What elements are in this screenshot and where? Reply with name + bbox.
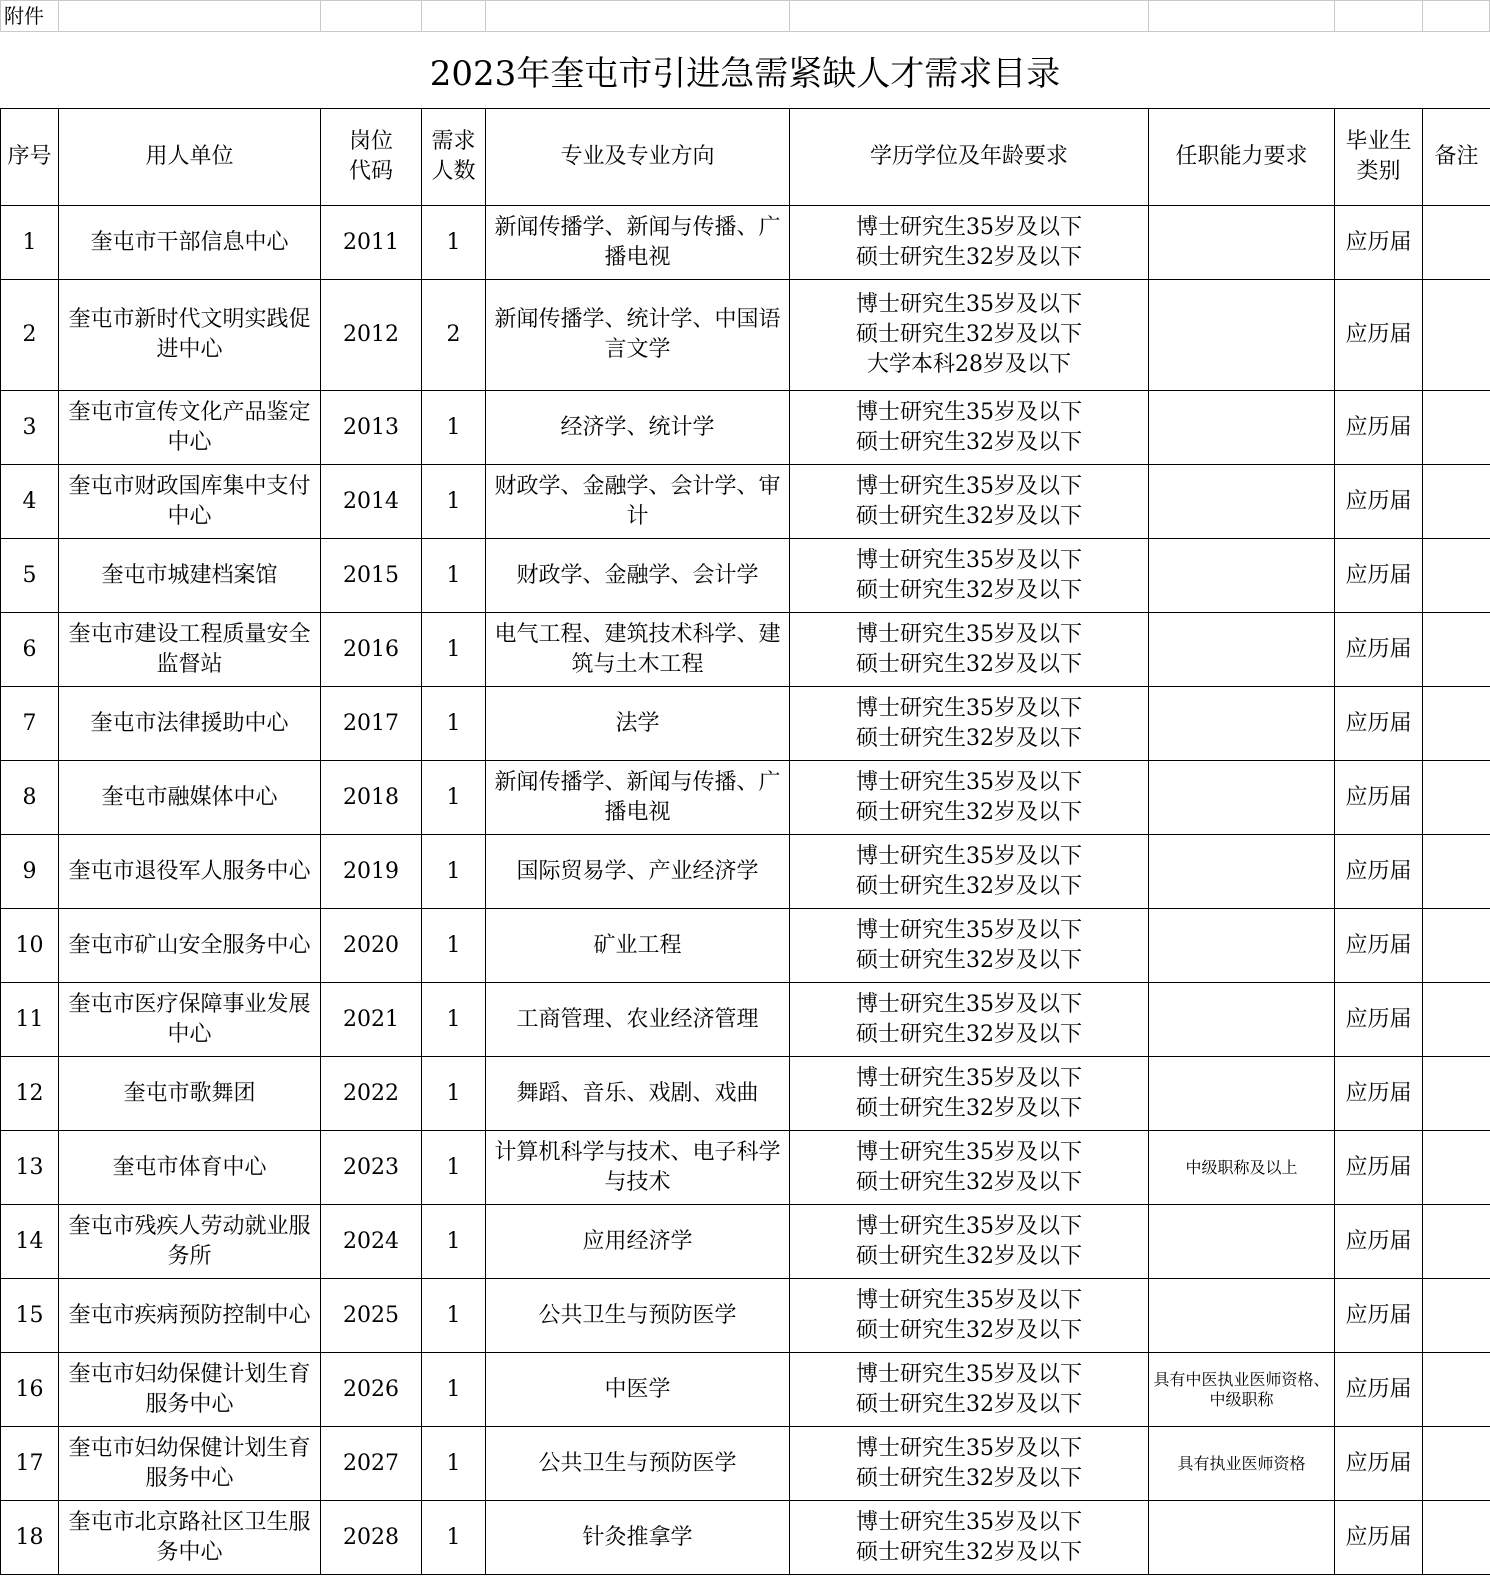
cell-major[interactable]: 公共卫生与预防医学	[486, 1279, 790, 1353]
cell-ability[interactable]	[1149, 539, 1335, 613]
cell-note[interactable]	[1423, 909, 1490, 983]
cell-count[interactable]: 1	[422, 1279, 486, 1353]
cell-no[interactable]: 1	[1, 206, 59, 280]
cell-category[interactable]: 应历届	[1335, 280, 1423, 391]
cell-count[interactable]: 1	[422, 761, 486, 835]
cell-education[interactable]: 博士研究生35岁及以下 硕士研究生32岁及以下	[790, 1353, 1149, 1427]
cell-code[interactable]: 2027	[321, 1427, 422, 1501]
cell-category[interactable]: 应历届	[1335, 1205, 1423, 1279]
cell-ability[interactable]	[1149, 761, 1335, 835]
cell-count[interactable]: 1	[422, 1427, 486, 1501]
cell-unit[interactable]: 奎屯市妇幼保健计划生育服务中心	[59, 1353, 321, 1427]
cell-category[interactable]: 应历届	[1335, 983, 1423, 1057]
cell-education[interactable]: 博士研究生35岁及以下 硕士研究生32岁及以下	[790, 206, 1149, 280]
cell-ability[interactable]	[1149, 1279, 1335, 1353]
cell-category[interactable]: 应历届	[1335, 1131, 1423, 1205]
cell-ability[interactable]	[1149, 613, 1335, 687]
cell-unit[interactable]: 奎屯市新时代文明实践促进中心	[59, 280, 321, 391]
cell-code[interactable]: 2021	[321, 983, 422, 1057]
cell-no[interactable]: 8	[1, 761, 59, 835]
cell-code[interactable]: 2020	[321, 909, 422, 983]
cell-no[interactable]: 12	[1, 1057, 59, 1131]
cell-category[interactable]: 应历届	[1335, 761, 1423, 835]
cell-count[interactable]: 1	[422, 613, 486, 687]
cell-code[interactable]: 2013	[321, 391, 422, 465]
table-row	[1, 1501, 1490, 1575]
cell-note[interactable]	[1423, 1279, 1490, 1353]
cell-no[interactable]: 3	[1, 391, 59, 465]
cell-ability[interactable]	[1149, 687, 1335, 761]
cell-education[interactable]: 博士研究生35岁及以下 硕士研究生32岁及以下	[790, 835, 1149, 909]
cell-no[interactable]: 18	[1, 1501, 59, 1575]
cell-education[interactable]: 博士研究生35岁及以下 硕士研究生32岁及以下	[790, 391, 1149, 465]
cell-category[interactable]: 应历届	[1335, 613, 1423, 687]
cell-note[interactable]	[1423, 983, 1490, 1057]
header-category[interactable]: 毕业生 类别	[1335, 109, 1423, 206]
cell-education[interactable]: 博士研究生35岁及以下 硕士研究生32岁及以下	[790, 1205, 1149, 1279]
cell-count[interactable]: 2	[422, 280, 486, 391]
table-row	[1, 539, 1490, 613]
grid-line	[421, 0, 422, 32]
cell-code[interactable]: 2015	[321, 539, 422, 613]
cell-unit[interactable]: 奎屯市歌舞团	[59, 1057, 321, 1131]
cell-major[interactable]: 财政学、金融学、会计学	[486, 539, 790, 613]
cell-education[interactable]: 博士研究生35岁及以下 硕士研究生32岁及以下	[790, 1057, 1149, 1131]
cell-count[interactable]: 1	[422, 909, 486, 983]
cell-note[interactable]	[1423, 687, 1490, 761]
cell-education[interactable]: 博士研究生35岁及以下 硕士研究生32岁及以下	[790, 983, 1149, 1057]
cell-major[interactable]: 矿业工程	[486, 909, 790, 983]
cell-education[interactable]: 博士研究生35岁及以下 硕士研究生32岁及以下 大学本科28岁及以下	[790, 280, 1149, 391]
cell-no[interactable]: 14	[1, 1205, 59, 1279]
cell-education[interactable]: 博士研究生35岁及以下 硕士研究生32岁及以下	[790, 909, 1149, 983]
header-no[interactable]: 序号	[1, 109, 59, 206]
header-code[interactable]: 岗位 代码	[321, 109, 422, 206]
table-row	[1, 1205, 1490, 1279]
cell-note[interactable]	[1423, 761, 1490, 835]
cell-unit[interactable]: 奎屯市妇幼保健计划生育服务中心	[59, 1427, 321, 1501]
header-major[interactable]: 专业及专业方向	[486, 109, 790, 206]
cell-category[interactable]: 应历届	[1335, 1057, 1423, 1131]
cell-major[interactable]: 计算机科学与技术、电子科学与技术	[486, 1131, 790, 1205]
cell-no[interactable]: 17	[1, 1427, 59, 1501]
cell-no[interactable]: 2	[1, 280, 59, 391]
cell-ability[interactable]	[1149, 909, 1335, 983]
cell-no[interactable]: 6	[1, 613, 59, 687]
cell-category[interactable]: 应历届	[1335, 909, 1423, 983]
cell-category[interactable]: 应历届	[1335, 1501, 1423, 1575]
cell-unit[interactable]: 奎屯市体育中心	[59, 1131, 321, 1205]
cell-unit[interactable]: 奎屯市城建档案馆	[59, 539, 321, 613]
cell-code[interactable]: 2026	[321, 1353, 422, 1427]
cell-major[interactable]: 中医学	[486, 1353, 790, 1427]
table-row	[1, 1353, 1490, 1427]
table-header-row	[1, 109, 1490, 206]
cell-count[interactable]: 1	[422, 391, 486, 465]
cell-note[interactable]	[1423, 1501, 1490, 1575]
table-row	[1, 1427, 1490, 1501]
cell-code[interactable]: 2019	[321, 835, 422, 909]
header-education[interactable]: 学历学位及年龄要求	[790, 109, 1149, 206]
table-row	[1, 280, 1490, 391]
cell-note[interactable]	[1423, 1427, 1490, 1501]
cell-note[interactable]	[1423, 465, 1490, 539]
cell-unit[interactable]: 奎屯市疾病预防控制中心	[59, 1279, 321, 1353]
table-row	[1, 1131, 1490, 1205]
cell-count[interactable]: 1	[422, 835, 486, 909]
cell-category[interactable]: 应历届	[1335, 1279, 1423, 1353]
grid-line	[1422, 0, 1423, 32]
cell-code[interactable]: 2011	[321, 206, 422, 280]
talent-demand-table	[0, 108, 1490, 1575]
cell-unit[interactable]: 奎屯市宣传文化产品鉴定中心	[59, 391, 321, 465]
cell-major[interactable]: 国际贸易学、产业经济学	[486, 835, 790, 909]
cell-major[interactable]: 针灸推拿学	[486, 1501, 790, 1575]
cell-code[interactable]: 2014	[321, 465, 422, 539]
cell-no[interactable]: 9	[1, 835, 59, 909]
cell-ability[interactable]: 中级职称及以上	[1149, 1131, 1335, 1205]
table-row	[1, 465, 1490, 539]
cell-unit[interactable]: 奎屯市矿山安全服务中心	[59, 909, 321, 983]
cell-note[interactable]	[1423, 1057, 1490, 1131]
cell-no[interactable]: 13	[1, 1131, 59, 1205]
cell-major[interactable]: 新闻传播学、统计学、中国语言文学	[486, 280, 790, 391]
cell-code[interactable]: 2028	[321, 1501, 422, 1575]
cell-category[interactable]: 应历届	[1335, 206, 1423, 280]
table-row	[1, 761, 1490, 835]
cell-category[interactable]: 应历届	[1335, 835, 1423, 909]
cell-note[interactable]	[1423, 835, 1490, 909]
grid-line	[0, 0, 1, 32]
table-body	[1, 206, 1490, 1575]
cell-count[interactable]: 1	[422, 1057, 486, 1131]
table-row	[1, 909, 1490, 983]
cell-code[interactable]: 2025	[321, 1279, 422, 1353]
cell-unit[interactable]: 奎屯市法律援助中心	[59, 687, 321, 761]
cell-major[interactable]: 公共卫生与预防医学	[486, 1427, 790, 1501]
cell-major[interactable]: 舞蹈、音乐、戏剧、戏曲	[486, 1057, 790, 1131]
grid-line	[789, 0, 790, 32]
cell-category[interactable]: 应历届	[1335, 1427, 1423, 1501]
table-row	[1, 1279, 1490, 1353]
cell-major[interactable]: 工商管理、农业经济管理	[486, 983, 790, 1057]
cell-note[interactable]	[1423, 391, 1490, 465]
grid-line	[320, 0, 321, 32]
cell-major[interactable]: 新闻传播学、新闻与传播、广播电视	[486, 206, 790, 280]
cell-education[interactable]: 博士研究生35岁及以下 硕士研究生32岁及以下	[790, 1427, 1149, 1501]
cell-ability[interactable]	[1149, 206, 1335, 280]
cell-ability[interactable]: 具有中医执业医师资格、中级职称	[1149, 1353, 1335, 1427]
cell-count[interactable]: 1	[422, 687, 486, 761]
cell-count[interactable]: 1	[422, 1353, 486, 1427]
cell-note[interactable]	[1423, 280, 1490, 391]
cell-code[interactable]: 2016	[321, 613, 422, 687]
cell-count[interactable]: 1	[422, 1205, 486, 1279]
cell-no[interactable]: 15	[1, 1279, 59, 1353]
cell-code[interactable]: 2017	[321, 687, 422, 761]
cell-education[interactable]: 博士研究生35岁及以下 硕士研究生32岁及以下	[790, 761, 1149, 835]
cell-education[interactable]: 博士研究生35岁及以下 硕士研究生32岁及以下	[790, 1131, 1149, 1205]
cell-major[interactable]: 经济学、统计学	[486, 391, 790, 465]
cell-ability[interactable]	[1149, 835, 1335, 909]
cell-count[interactable]: 1	[422, 206, 486, 280]
cell-count[interactable]: 1	[422, 983, 486, 1057]
cell-note[interactable]	[1423, 1205, 1490, 1279]
cell-ability[interactable]	[1149, 465, 1335, 539]
header-note[interactable]: 备注	[1423, 109, 1490, 206]
cell-ability[interactable]	[1149, 983, 1335, 1057]
cell-note[interactable]	[1423, 1131, 1490, 1205]
attachment-label[interactable]: 附件	[4, 4, 44, 28]
cell-code[interactable]: 2023	[321, 1131, 422, 1205]
cell-education[interactable]: 博士研究生35岁及以下 硕士研究生32岁及以下	[790, 1501, 1149, 1575]
cell-category[interactable]: 应历届	[1335, 1353, 1423, 1427]
table-row	[1, 835, 1490, 909]
grid-line	[0, 0, 1490, 1]
header-unit[interactable]: 用人单位	[59, 109, 321, 206]
cell-no[interactable]: 4	[1, 465, 59, 539]
cell-ability[interactable]	[1149, 391, 1335, 465]
cell-unit[interactable]: 奎屯市财政国库集中支付中心	[59, 465, 321, 539]
cell-ability[interactable]	[1149, 280, 1335, 391]
cell-major[interactable]: 法学	[486, 687, 790, 761]
cell-category[interactable]: 应历届	[1335, 687, 1423, 761]
table-row	[1, 613, 1490, 687]
cell-unit[interactable]: 奎屯市残疾人劳动就业服务所	[59, 1205, 321, 1279]
cell-unit[interactable]: 奎屯市干部信息中心	[59, 206, 321, 280]
cell-category[interactable]: 应历届	[1335, 465, 1423, 539]
header-ability[interactable]: 任职能力要求	[1149, 109, 1335, 206]
cell-unit[interactable]: 奎屯市退役军人服务中心	[59, 835, 321, 909]
cell-note[interactable]	[1423, 1353, 1490, 1427]
cell-code[interactable]: 2024	[321, 1205, 422, 1279]
table-row	[1, 391, 1490, 465]
table-row	[1, 687, 1490, 761]
cell-count[interactable]: 1	[422, 465, 486, 539]
cell-education[interactable]: 博士研究生35岁及以下 硕士研究生32岁及以下	[790, 1279, 1149, 1353]
cell-major[interactable]: 电气工程、建筑技术科学、建筑与土木工程	[486, 613, 790, 687]
cell-no[interactable]: 11	[1, 983, 59, 1057]
table-row	[1, 1057, 1490, 1131]
cell-ability[interactable]	[1149, 1205, 1335, 1279]
cell-category[interactable]: 应历届	[1335, 391, 1423, 465]
cell-unit[interactable]: 奎屯市融媒体中心	[59, 761, 321, 835]
cell-ability[interactable]	[1149, 1501, 1335, 1575]
cell-ability[interactable]: 具有执业医师资格	[1149, 1427, 1335, 1501]
cell-major[interactable]: 财政学、金融学、会计学、审计	[486, 465, 790, 539]
cell-unit[interactable]: 奎屯市建设工程质量安全监督站	[59, 613, 321, 687]
cell-education[interactable]: 博士研究生35岁及以下 硕士研究生32岁及以下	[790, 687, 1149, 761]
cell-ability[interactable]	[1149, 1057, 1335, 1131]
grid-line	[58, 0, 59, 32]
table-row	[1, 983, 1490, 1057]
cell-unit[interactable]: 奎屯市北京路社区卫生服务中心	[59, 1501, 321, 1575]
cell-count[interactable]: 1	[422, 1501, 486, 1575]
cell-code[interactable]: 2022	[321, 1057, 422, 1131]
cell-code[interactable]: 2012	[321, 280, 422, 391]
cell-major[interactable]: 应用经济学	[486, 1205, 790, 1279]
table-row	[1, 206, 1490, 280]
cell-note[interactable]	[1423, 206, 1490, 280]
cell-count[interactable]: 1	[422, 539, 486, 613]
page-title[interactable]: 2023年奎屯市引进急需紧缺人才需求目录	[429, 53, 1061, 94]
grid-line	[1334, 0, 1335, 32]
grid-line	[485, 0, 486, 32]
cell-education[interactable]: 博士研究生35岁及以下 硕士研究生32岁及以下	[790, 465, 1149, 539]
cell-education[interactable]: 博士研究生35岁及以下 硕士研究生32岁及以下	[790, 613, 1149, 687]
cell-note[interactable]	[1423, 613, 1490, 687]
cell-note[interactable]	[1423, 539, 1490, 613]
cell-no[interactable]: 7	[1, 687, 59, 761]
header-count[interactable]: 需求 人数	[422, 109, 486, 206]
cell-count[interactable]: 1	[422, 1131, 486, 1205]
cell-no[interactable]: 10	[1, 909, 59, 983]
cell-category[interactable]: 应历届	[1335, 539, 1423, 613]
cell-major[interactable]: 新闻传播学、新闻与传播、广播电视	[486, 761, 790, 835]
cell-education[interactable]: 博士研究生35岁及以下 硕士研究生32岁及以下	[790, 539, 1149, 613]
cell-code[interactable]: 2018	[321, 761, 422, 835]
cell-no[interactable]: 5	[1, 539, 59, 613]
cell-no[interactable]: 16	[1, 1353, 59, 1427]
grid-line	[1148, 0, 1149, 32]
cell-unit[interactable]: 奎屯市医疗保障事业发展中心	[59, 983, 321, 1057]
